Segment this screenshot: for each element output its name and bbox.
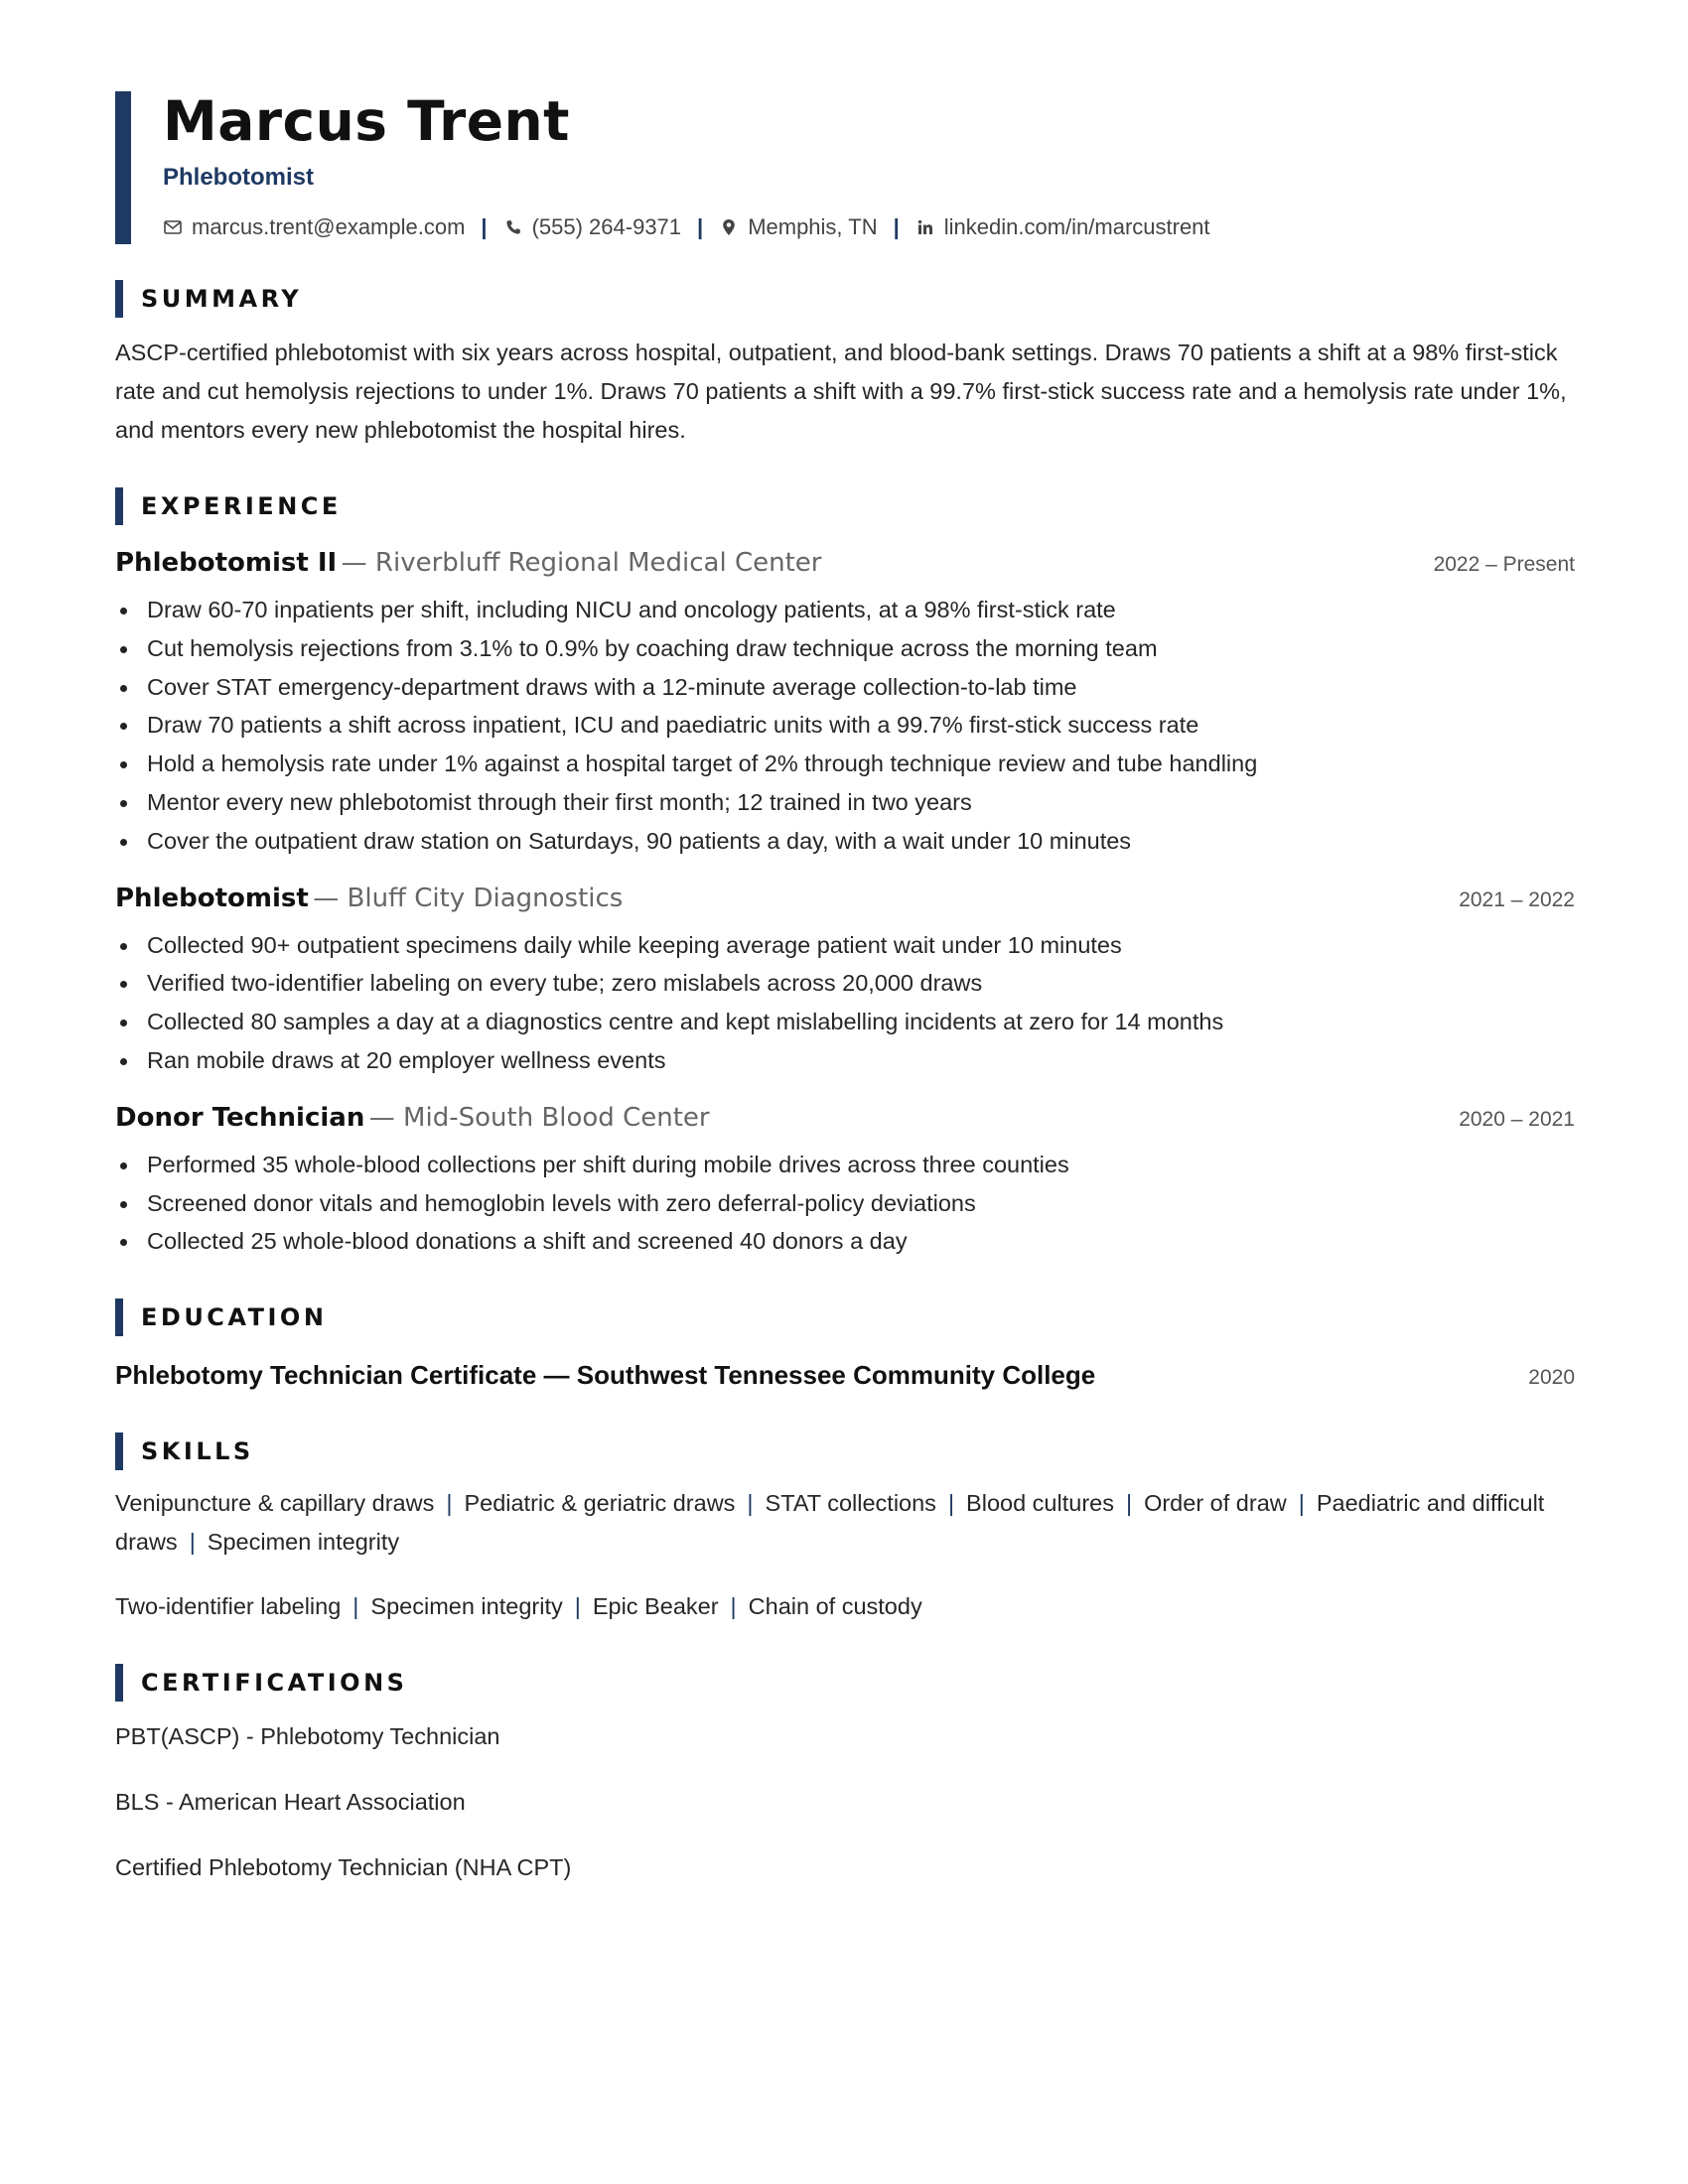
skills-line <box>115 1587 1575 1626</box>
bullet-item: Collected 80 samples a day at a diagnostics centre and kept mislabelling incidents at zero for 14 months <box>147 1003 1575 1041</box>
skill-separator: | <box>730 1593 737 1620</box>
header-accent-bar <box>115 91 131 244</box>
education-entry <box>115 1358 1575 1395</box>
bullet-item: Collected 90+ outpatient specimens daily while keeping average patient wait under 10 minutes <box>147 926 1575 965</box>
skill-item: Paediatric and difficult draws <box>115 1490 1545 1556</box>
candidate-role: Phlebotomist <box>163 164 315 191</box>
skill-separator: | <box>189 1529 196 1556</box>
skill-item: Two-identifier labeling <box>115 1593 342 1620</box>
contact-line <box>163 212 1575 242</box>
contact-separator: | <box>481 214 488 239</box>
education-year: 2020 <box>1528 1366 1575 1390</box>
bullet-item: Cut hemolysis rejections from 3.1% to 0.9% by coaching draw technique across the morning team <box>147 629 1575 668</box>
bullet-item: Ran mobile draws at 20 employer wellness events <box>147 1041 1575 1080</box>
skill-item: Specimen integrity <box>207 1529 400 1556</box>
section-heading-summary <box>115 280 1575 318</box>
section-title: CERTIFICATIONS <box>141 1669 408 1698</box>
contact-separator: | <box>893 214 900 239</box>
section-accent-bar <box>115 1664 123 1702</box>
section-title: SUMMARY <box>141 285 303 313</box>
section-accent-bar <box>115 487 123 525</box>
resume-header <box>115 91 1575 242</box>
section-accent-bar <box>115 1298 123 1336</box>
job-bullets <box>115 926 1575 1080</box>
certification-item: PBT(ASCP) - Phlebotomy Technician <box>115 1723 500 1750</box>
section-heading-certifications <box>115 1664 1575 1702</box>
section-heading-experience <box>115 487 1575 525</box>
section-accent-bar <box>115 280 123 318</box>
bullet-item: Screened donor vitals and hemoglobin levels with zero deferral-policy deviations <box>147 1184 1575 1223</box>
skill-item: Order of draw <box>1144 1490 1287 1517</box>
bullet-item: Collected 25 whole-blood donations a shift and screened 40 donors a day <box>147 1222 1575 1261</box>
job-company: — Mid-South Blood Center <box>368 1102 710 1133</box>
job-entry <box>115 1100 1575 1261</box>
job-entry <box>115 545 1575 861</box>
skill-separator: | <box>1298 1490 1305 1517</box>
bullet-item: Verified two-identifier labeling on every tube; zero mislabels across 20,000 draws <box>147 964 1575 1003</box>
skill-item: Blood cultures <box>966 1490 1114 1517</box>
job-header <box>115 881 1575 920</box>
skill-item: STAT collections <box>765 1490 936 1517</box>
bullet-item: Draw 60-70 inpatients per shift, including NICU and oncology patients, at a 98% first-stick rate <box>147 591 1575 629</box>
bullet-item: Hold a hemolysis rate under 1% against a hospital target of 2% through technique review and tube handling <box>147 745 1575 783</box>
location-text: Memphis, TN <box>748 214 878 239</box>
education-title: Phlebotomy Technician Certificate — Southwest Tennessee Community College <box>115 1360 1096 1391</box>
skills-line <box>115 1484 1575 1562</box>
skill-separator: | <box>574 1593 581 1620</box>
linkedin-text: linkedin.com/in/marcustrent <box>943 214 1210 239</box>
job-title: Phlebotomist <box>115 883 309 913</box>
certification-item: BLS - American Heart Association <box>115 1789 466 1816</box>
job-bullets <box>115 591 1575 861</box>
job-dates: 2021 – 2022 <box>1459 887 1575 911</box>
section-heading-skills <box>115 1433 1575 1470</box>
candidate-name: Marcus Trent <box>163 89 570 153</box>
contact-separator: | <box>697 214 704 239</box>
contact-email[interactable] <box>163 212 465 242</box>
job-bullets <box>115 1146 1575 1261</box>
bullet-item: Mentor every new phlebotomist through their first month; 12 trained in two years <box>147 783 1575 822</box>
section-title: EDUCATION <box>141 1303 328 1332</box>
section-heading-education <box>115 1298 1575 1336</box>
job-title: Phlebotomist II <box>115 548 338 578</box>
job-header <box>115 1100 1575 1140</box>
contact-phone[interactable] <box>503 212 681 242</box>
bullet-item: Performed 35 whole-blood collections per shift during mobile drives across three counties <box>147 1146 1575 1184</box>
certification-item: Certified Phlebotomy Technician (NHA CPT) <box>115 1854 572 1881</box>
contact-location <box>719 212 877 242</box>
skill-item: Chain of custody <box>748 1593 922 1620</box>
skill-separator: | <box>747 1490 754 1517</box>
job-company: — Riverbluff Regional Medical Center <box>341 548 822 578</box>
contact-linkedin[interactable] <box>915 212 1210 242</box>
resume-page <box>115 91 1575 1884</box>
email-text: marcus.trent@example.com <box>192 214 466 239</box>
skill-separator: | <box>352 1593 359 1620</box>
job-dates: 2020 – 2021 <box>1459 1107 1575 1131</box>
section-accent-bar <box>115 1433 123 1470</box>
bullet-item: Cover STAT emergency-department draws with a 12-minute average collection-to-lab time <box>147 668 1575 707</box>
skill-item: Specimen integrity <box>370 1593 563 1620</box>
skill-item: Pediatric & geriatric draws <box>464 1490 736 1517</box>
bullet-item: Cover the outpatient draw station on Saturdays, 90 patients a day, with a wait under 10 minutes <box>147 822 1575 861</box>
job-header <box>115 545 1575 585</box>
section-title: EXPERIENCE <box>141 492 342 520</box>
linkedin-icon <box>915 217 935 237</box>
skill-separator: | <box>1125 1490 1133 1517</box>
job-company: — Bluff City Diagnostics <box>313 883 624 913</box>
job-title: Donor Technician <box>115 1102 365 1133</box>
skill-separator: | <box>947 1490 955 1517</box>
bullet-item: Draw 70 patients a shift across inpatient, ICU and paediatric units with a 99.7% first-stick success rate <box>147 706 1575 745</box>
summary-text: ASCP-certified phlebotomist with six years across hospital, outpatient, and blood-bank settings. Draws 70 patients a shift at a 98% first-stick rate and cut hemolysis rejections to under 1%. Draws 70 patients a shift with a 99.7% first-stick success rate and a hemolysis rate under 1%, and mentors every new phlebotomist the hospital hires. <box>115 340 1567 443</box>
mail-icon <box>163 217 183 237</box>
phone-icon <box>503 217 523 237</box>
job-entry <box>115 881 1575 1080</box>
job-dates: 2022 – Present <box>1433 553 1575 576</box>
skill-separator: | <box>446 1490 453 1517</box>
location-pin-icon <box>719 217 739 237</box>
section-title: SKILLS <box>141 1437 254 1466</box>
phone-text: (555) 264-9371 <box>531 214 682 239</box>
skill-item: Epic Beaker <box>592 1593 719 1620</box>
skill-item: Venipuncture & capillary draws <box>115 1490 435 1517</box>
